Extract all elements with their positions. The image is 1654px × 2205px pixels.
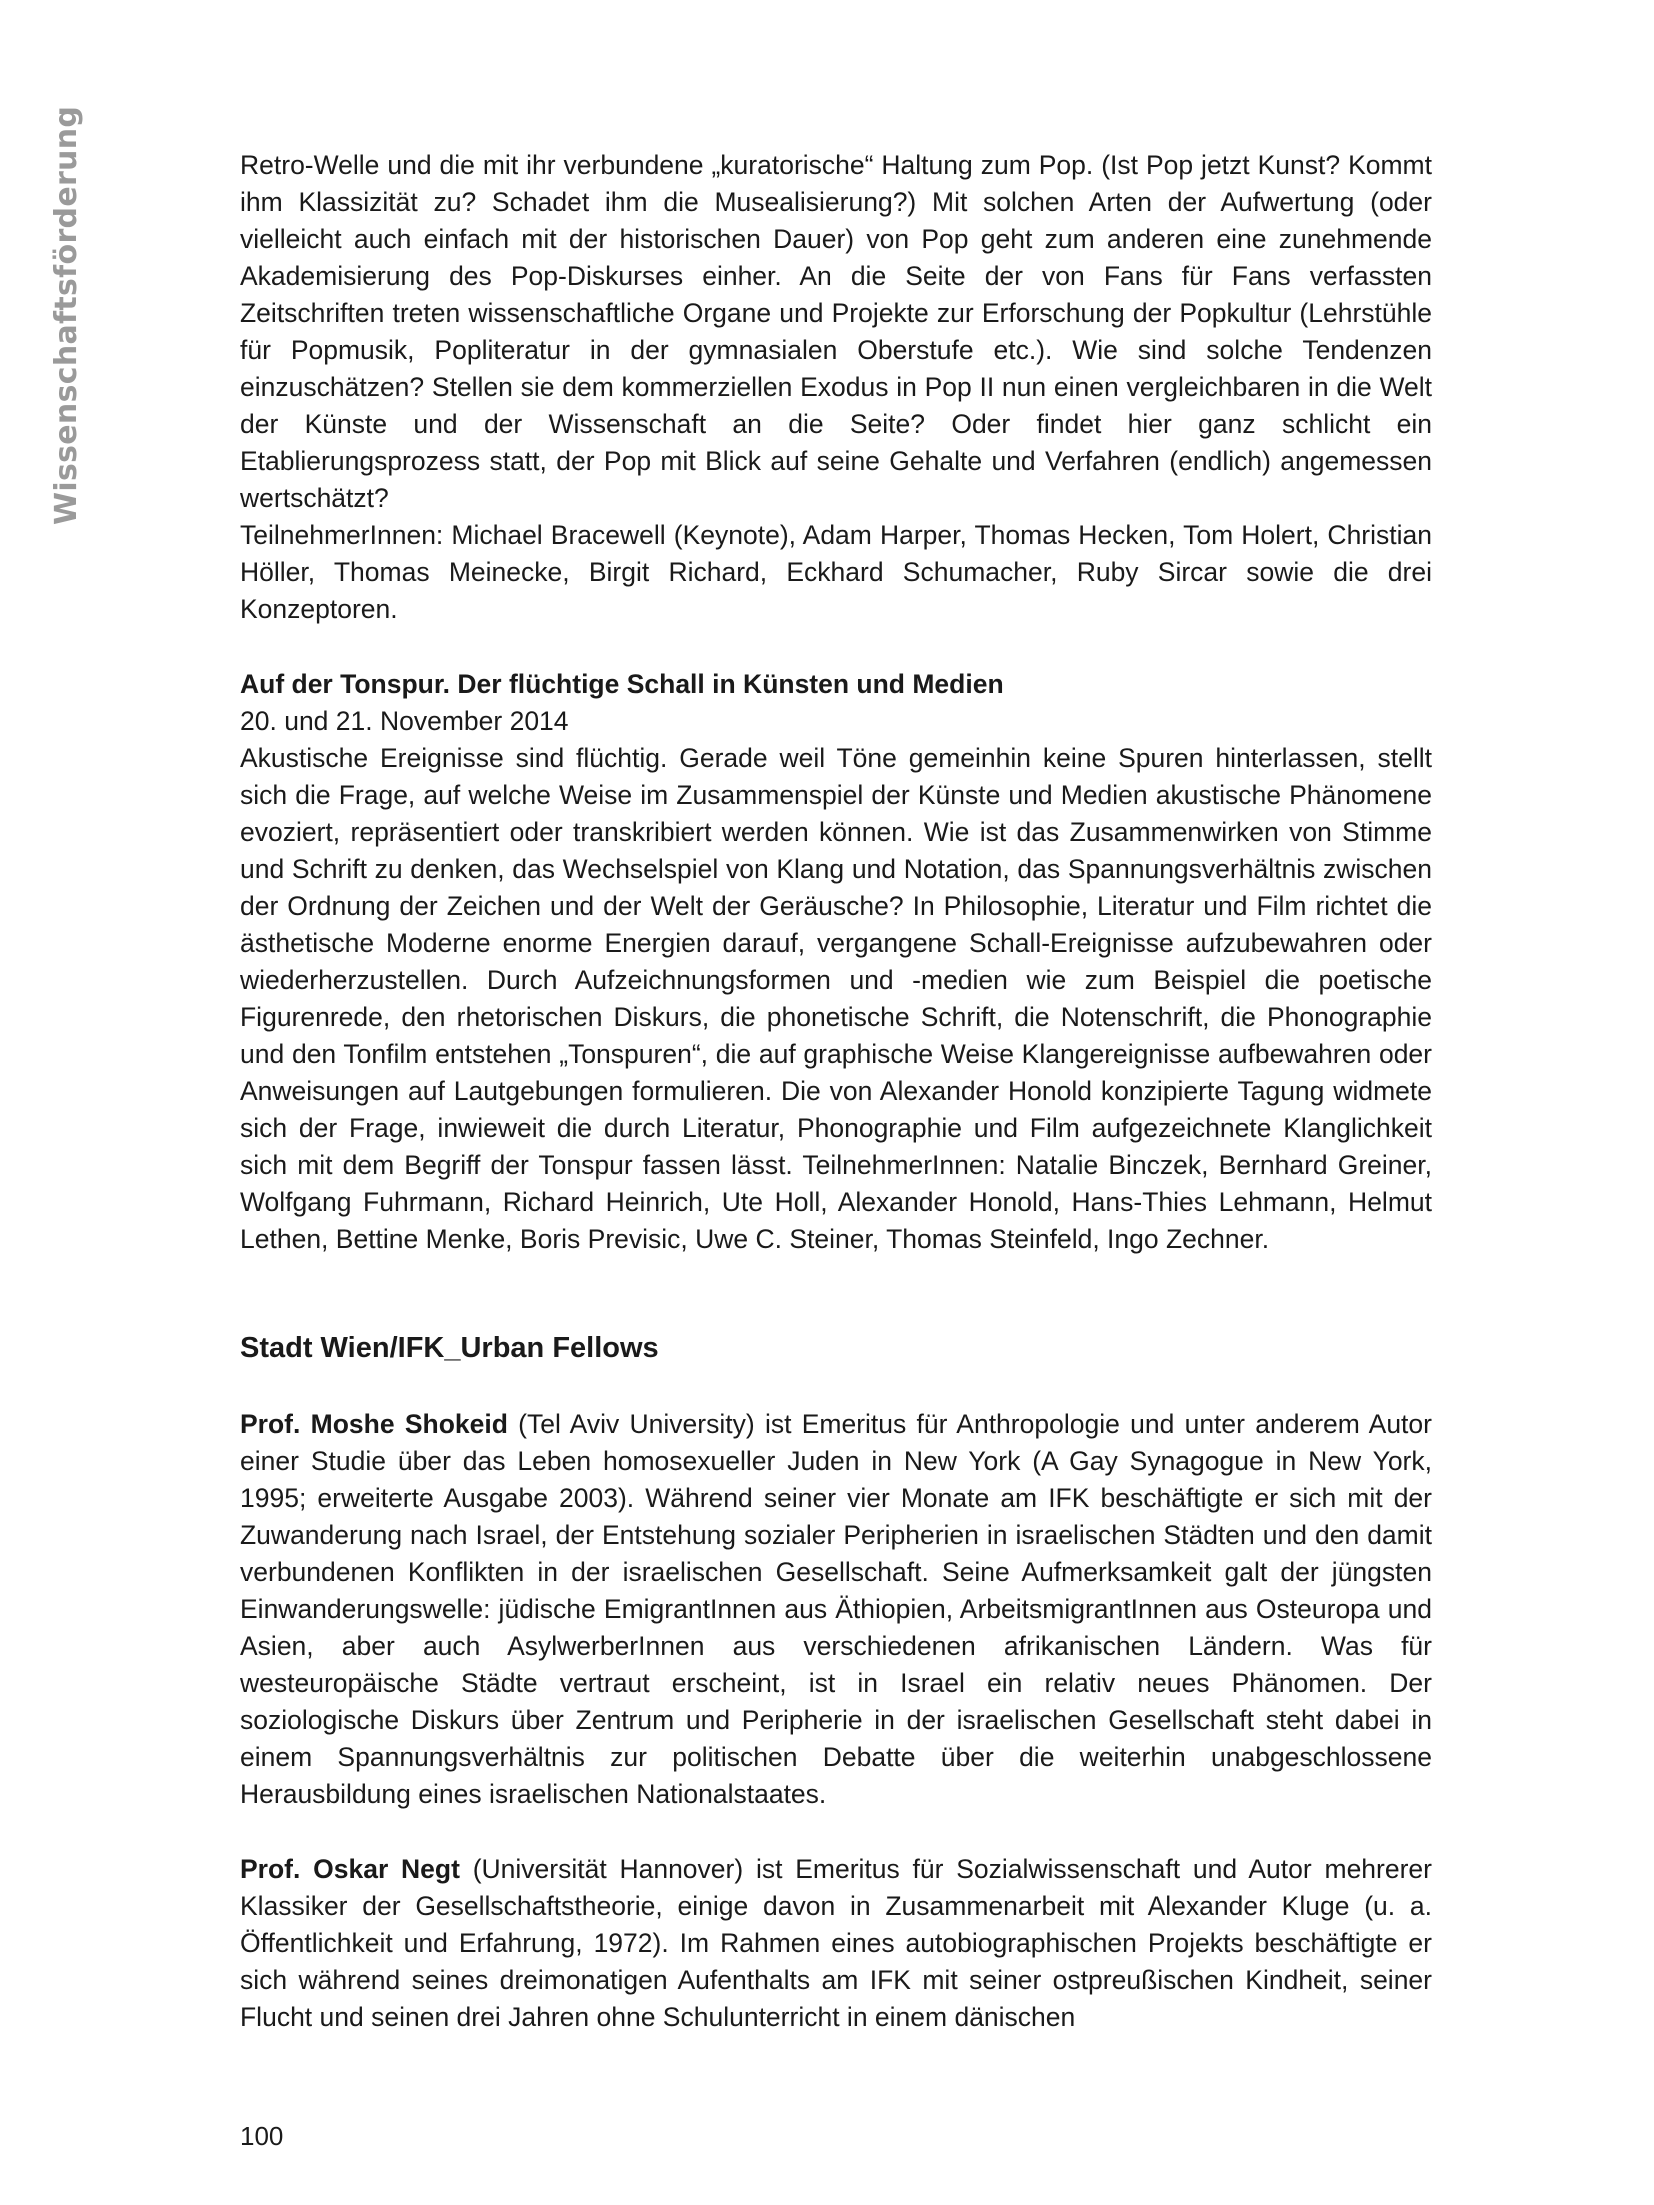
fellow-entry (240, 1851, 1432, 2036)
conference-block (240, 666, 1432, 1258)
conference-date: 20. und 21. November 2014 (240, 706, 569, 736)
conference-body: Akustische Ereignisse sind flüchtig. Gerade weil Töne gemeinhin keine Spuren hinterlassen, stellt sich die Frage, auf welche Weise im Zusammenspiel der Künste und Medien akustische Phänomene evoziert, repräsentiert oder transkribiert werden können. Wie ist das Zusammenwirken von Stimme und Schrift zu denken, das Wechselspiel von Klang und Notation, das Spannungsverhältnis zwischen der Ordnung der Zeichen und der Welt der Geräusche? In Philosophie, Literatur und Film richtet die ästhetische Moderne enorme Energien darauf, vergangene Schall-Ereignisse aufzubewahren oder wiederherzustellen. Durch Aufzeichnungsformen und -medien wie zum Beispiel die poetische Figurenrede, den rhetorischen Diskurs, die phonetische Schrift, die Notenschrift, die Phonographie und den Tonfilm entstehen „Tonspuren“, die auf graphische Weise Klangereignisse aufbewahren oder Anweisungen auf Lautgebungen formulieren. Die von Alexander Honold konzipierte Tagung widmete sich der Frage, inwieweit die durch Literatur, Phonographie und Film aufgezeichnete Klanglichkeit sich mit dem Begriff der Tonspur fassen lässt. TeilnehmerInnen: Natalie Binczek, Bernhard Greiner, Wolfgang Fuhrmann, Richard Heinrich, Ute Holl, Alexander Honold, Hans-Thies Lehmann, Helmut Lethen, Bettine Menke, Boris Previsic, Uwe C. Steiner, Thomas Steinfeld, Ingo Zechner. (240, 743, 1432, 1254)
intro-participants: TeilnehmerInnen: Michael Bracewell (Keynote), Adam Harper, Thomas Hecken, Tom Holert, Christian Höller, Thomas Meinecke, Birgit Richard, Eckhard Schumacher, Ruby Sircar sowie die drei Konzeptoren. (240, 520, 1432, 624)
fellow-description: (Universität Hannover) ist Emeritus für Sozialwissenschaft und Autor mehrerer Klassiker der Gesellschaftstheorie, einige davon in Zusammenarbeit mit Alexander Kluge (u. a. Öffentlichkeit und Erfahrung, 1972). Im Rahmen eines autobiographischen Projekts beschäftigte er sich während seines dreimonatigen Aufenthalts am IFK mit seiner ostpreußischen Kindheit, seiner Flucht und seinen drei Jahren ohne Schulunterricht in einem dänischen (240, 1854, 1432, 2032)
conference-title: Auf der Tonspur. Der flüchtige Schall in Künsten und Medien (240, 669, 1004, 699)
fellow-description: (Tel Aviv University) ist Emeritus für Anthropologie und unter anderem Autor einer Studie über das Leben homosexueller Juden in New York (A Gay Synagogue in New York, 1995; erweiterte Ausgabe 2003). Während seiner vier Monate am IFK beschäftigte er sich mit der Zuwanderung nach Israel, der Entstehung sozialer Peripherien in israelischen Städten und den damit verbundenen Konflikten in der israelischen Gesellschaft. Seine Aufmerksamkeit galt der jüngsten Einwanderungswelle: jüdische EmigrantInnen aus Äthiopien, ArbeitsmigrantInnen aus Osteuropa und Asien, aber auch AsylwerberInnen aus verschiedenen afrikanischen Ländern. Was für westeuropäische Städte vertraut erscheint, ist in Israel ein relativ neues Phänomen. Der soziologische Diskurs über Zentrum und Peripherie in der israelischen Gesellschaft steht dabei in einem Spannungsverhältnis zur politischen Debatte über die weiterhin unabgeschlossene Herausbildung eines israelischen Nationalstaates. (240, 1409, 1432, 1809)
page-content (240, 147, 1432, 2036)
fellow-name: Prof. Oskar Negt (240, 1854, 460, 1884)
intro-block (240, 147, 1432, 628)
running-section-label: Wissenschaftsförderung (49, 105, 84, 525)
intro-paragraph: Retro-Welle und die mit ihr verbundene „kuratorische“ Haltung zum Pop. (Ist Pop jetzt Kunst? Kommt ihm Klassizität zu? Schadet ihm die Musealisierung?) Mit solchen Arten der Aufwertung (oder vielleicht auch einfach mit der historischen Dauer) von Pop geht zum anderen eine zunehmende Akademisierung des Pop-Diskurses einher. An die Seite der von Fans für Fans verfassten Zeitschriften treten wissenschaftliche Organe und Projekte zur Erforschung der Popkultur (Lehrstühle für Popmusik, Popliteratur in der gymnasialen Oberstufe etc.). Wie sind solche Tendenzen einzuschätzen? Stellen sie dem kommerziellen Exodus in Pop II nun einen vergleichbaren in die Welt der Künste und der Wissenschaft an die Seite? Oder findet hier ganz schlicht ein Etablierungsprozess statt, der Pop mit Blick auf seine Gehalte und Verfahren (endlich) angemessen wertschätzt? (240, 150, 1432, 513)
section-heading: Stadt Wien/IFK_Urban Fellows (240, 1332, 659, 1364)
fellow-name: Prof. Moshe Shokeid (240, 1409, 508, 1439)
fellow-entry (240, 1406, 1432, 1813)
page-number: 100 (240, 2121, 284, 2151)
